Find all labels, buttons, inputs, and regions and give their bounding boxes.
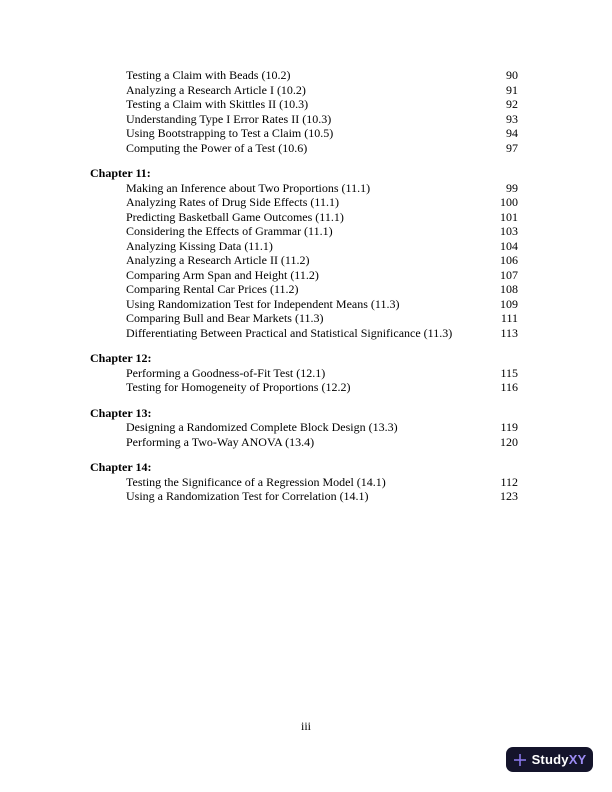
brand-wordmark <box>532 752 587 767</box>
brand-name-secondary: XY <box>568 752 587 767</box>
toc-section <box>90 351 518 395</box>
toc-entry-title: Using a Randomization Test for Correlation (14.1) <box>126 489 369 503</box>
toc-section <box>90 460 518 504</box>
toc-entry[interactable] <box>90 112 518 127</box>
toc-entry-page-number: 112 <box>500 474 518 489</box>
toc-entry[interactable] <box>90 83 518 98</box>
toc-entry-title: Comparing Bull and Bear Markets (11.3) <box>126 311 324 325</box>
toc-entry-page-number: 107 <box>500 267 518 282</box>
studyxy-logo-badge <box>506 747 593 772</box>
toc-entry[interactable] <box>90 380 518 395</box>
toc-entry-page-number: 120 <box>500 434 518 449</box>
toc-entry-page-number: 101 <box>500 209 518 224</box>
toc-entry[interactable] <box>90 126 518 141</box>
toc-entry[interactable] <box>90 253 518 268</box>
toc-entry-page-number: 111 <box>500 311 518 325</box>
toc-entry-title: Testing a Claim with Skittles II (10.3) <box>126 97 309 111</box>
toc-entry-title: Analyzing Rates of Drug Side Effects (11.1) <box>126 195 339 209</box>
toc-section <box>90 406 518 450</box>
chapter-heading: Chapter 13: <box>90 405 152 420</box>
toc-entry-page-number: 93 <box>506 111 518 126</box>
toc-entry-title: Designing a Randomized Complete Block Design (13.3) <box>126 420 398 434</box>
toc-entry[interactable] <box>90 239 518 254</box>
toc-entry-title: Performing a Goodness-of-Fit Test (12.1) <box>126 365 326 380</box>
chapter-heading: Chapter 11: <box>90 166 151 180</box>
toc-entry-title: Testing a Claim with Beads (10.2) <box>126 68 291 82</box>
toc-entry-page-number: 108 <box>500 282 518 296</box>
toc-entry-title: Testing the Significance of a Regression Model (14.1) <box>126 474 386 489</box>
toc-entry-title: Analyzing a Research Article II (11.2) <box>126 253 310 267</box>
toc-entry-title: Computing the Power of a Test (10.6) <box>126 140 308 155</box>
toc-entry[interactable] <box>90 210 518 225</box>
toc-entry[interactable] <box>90 297 518 312</box>
toc-entry-page-number: 113 <box>500 325 518 340</box>
toc-entry[interactable] <box>90 366 518 381</box>
toc-entry[interactable] <box>90 68 518 83</box>
toc-entry[interactable] <box>90 435 518 450</box>
toc-entry[interactable] <box>90 475 518 490</box>
brand-name-primary: Study <box>531 752 569 767</box>
toc-entry-title: Understanding Type I Error Rates II (10.3) <box>126 111 332 126</box>
page-number: iii <box>300 719 311 733</box>
table-of-contents <box>90 68 518 504</box>
toc-entry-page-number: 90 <box>506 68 518 82</box>
toc-entry-title: Comparing Rental Car Prices (11.2) <box>126 282 299 296</box>
toc-entry[interactable] <box>90 181 518 196</box>
toc-entry-title: Using Randomization Test for Independent Means (11.3) <box>126 296 400 311</box>
plus-icon <box>513 753 527 767</box>
toc-entry-page-number: 115 <box>500 365 518 380</box>
toc-entry-title: Testing for Homogeneity of Proportions (12.2) <box>126 380 351 394</box>
toc-entry-page-number: 109 <box>500 296 518 311</box>
toc-entry-title: Analyzing Kissing Data (11.1) <box>126 238 273 253</box>
toc-entry-title: Predicting Basketball Game Outcomes (11.1) <box>126 209 344 224</box>
toc-entry-page-number: 103 <box>500 224 518 238</box>
toc-entry-title: Comparing Arm Span and Height (11.2) <box>126 267 319 282</box>
toc-entry-title: Making an Inference about Two Proportions (11.1) <box>126 180 371 195</box>
toc-entry-page-number: 106 <box>500 253 518 267</box>
toc-entry-page-number: 104 <box>500 238 518 253</box>
toc-entry[interactable] <box>90 326 518 341</box>
toc-entry[interactable] <box>90 420 518 435</box>
chapter-heading: Chapter 14: <box>90 460 152 474</box>
toc-entry[interactable] <box>90 311 518 326</box>
chapter-heading: Chapter 12: <box>90 351 152 365</box>
toc-entry[interactable] <box>90 268 518 283</box>
toc-entry-page-number: 97 <box>506 140 518 155</box>
toc-entry-title: Differentiating Between Practical and Statistical Significance (11.3) <box>126 325 453 340</box>
toc-entry[interactable] <box>90 141 518 156</box>
toc-entry-page-number: 99 <box>506 180 518 195</box>
toc-entry-page-number: 91 <box>506 82 518 97</box>
toc-entry-page-number: 119 <box>500 420 518 434</box>
toc-entry-page-number: 116 <box>500 380 518 394</box>
toc-entry-page-number: 123 <box>500 489 518 503</box>
toc-entry-title: Considering the Effects of Grammar (11.1) <box>126 224 333 238</box>
toc-entry[interactable] <box>90 282 518 297</box>
toc-entry[interactable] <box>90 97 518 112</box>
toc-entry-page-number: 92 <box>506 97 518 111</box>
toc-section <box>90 68 518 155</box>
toc-section <box>90 166 518 340</box>
toc-entry-page-number: 100 <box>500 195 518 209</box>
toc-entry-page-number: 94 <box>506 126 518 140</box>
toc-entry[interactable] <box>90 489 518 504</box>
toc-entry-title: Using Bootstrapping to Test a Claim (10.5) <box>126 126 334 140</box>
toc-entry[interactable] <box>90 224 518 239</box>
toc-entry[interactable] <box>90 195 518 210</box>
toc-entry-title: Performing a Two-Way ANOVA (13.4) <box>126 434 315 449</box>
toc-entry-title: Analyzing a Research Article I (10.2) <box>126 82 306 97</box>
